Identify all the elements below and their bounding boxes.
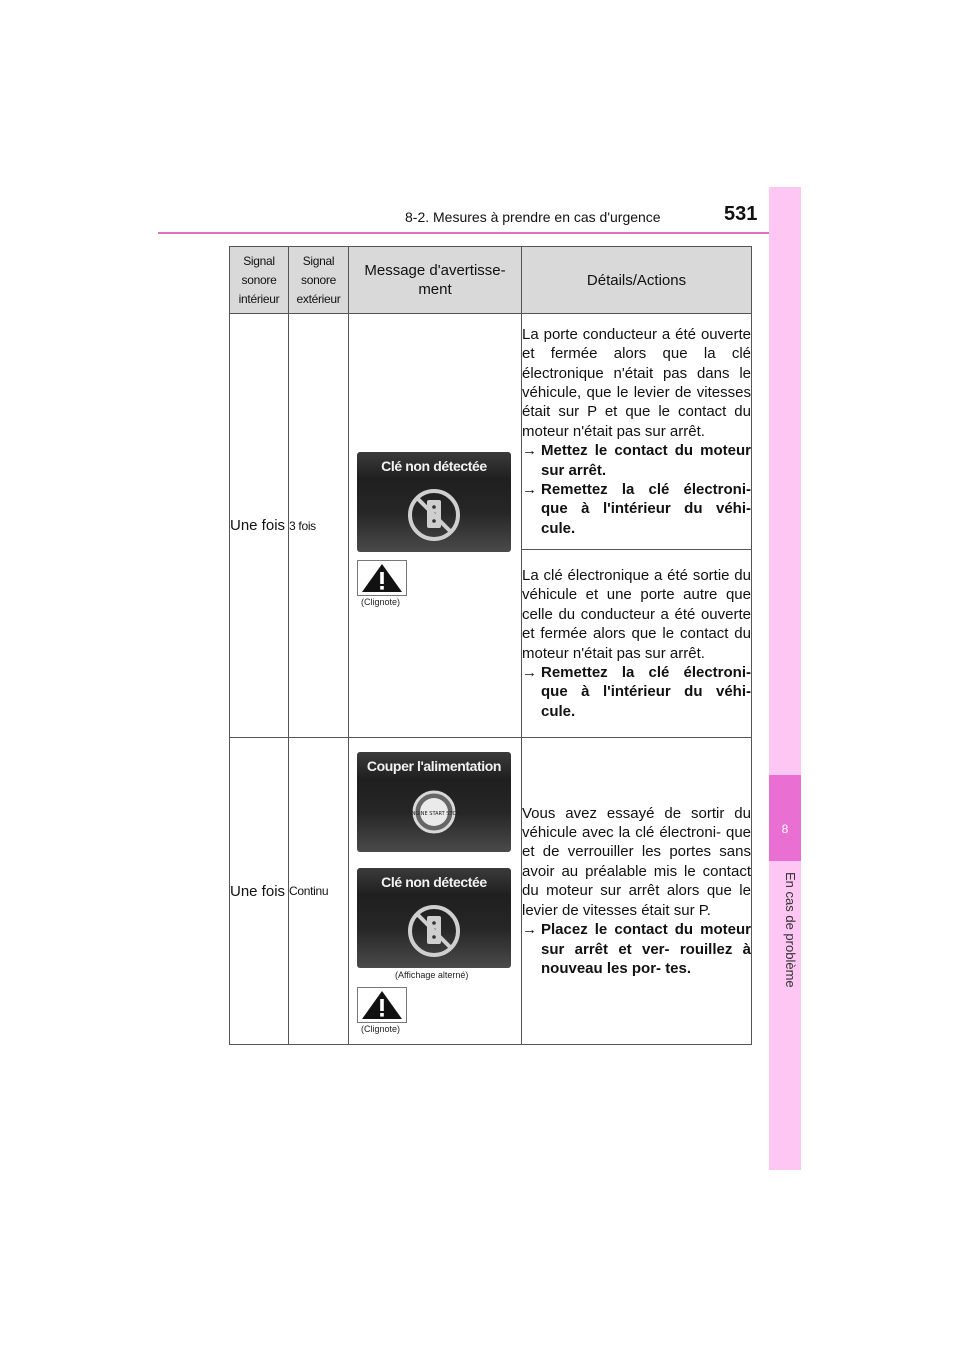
exterior-buzzer-value: 3 fois [289, 314, 349, 738]
interior-buzzer-value: Une fois [230, 314, 289, 738]
page-number: 531 [724, 203, 758, 225]
table-row [230, 314, 752, 550]
button-label: ENGINE START STOP [408, 811, 460, 817]
details-cell [522, 550, 752, 738]
arrow-icon: → [522, 921, 537, 939]
table-header-row [230, 247, 752, 314]
header-interior-buzzer: Signal sonore intérieur [230, 247, 289, 314]
details-cell [522, 314, 752, 550]
warning-light-frame [357, 987, 407, 1023]
arrow-icon: → [522, 663, 537, 681]
display-title: Clé non détectée [381, 458, 487, 474]
warning-triangle-icon [358, 561, 406, 595]
header-warning-message: Message d'avertisse- ment [349, 247, 522, 314]
warning-table [229, 246, 752, 1045]
section-title: 8-2. Mesures à prendre en cas d'urgence [405, 209, 661, 225]
engine-start-stop-button-icon [408, 790, 460, 834]
action-item [522, 663, 751, 721]
exterior-buzzer-value: Continu [289, 738, 349, 1045]
arrow-icon: → [522, 481, 537, 499]
details-text: Vous avez essayé de sortir du véhicule avec la clé électroni- que et de verrouiller les portes sans avoir au préalable mis le contact du moteur sur arrêt alors que le levier de vitesses était sur P. [522, 804, 751, 919]
header-details-actions: Détails/Actions [522, 247, 752, 314]
alternate-display-caption: (Affichage alterné) [395, 970, 469, 980]
action-item [522, 480, 751, 538]
details-text: La porte conducteur a été ouverte et fermée alors que la clé électronique n'était pas dans le véhicule, que le levier de vitesses était sur P et que le contact du moteur n'était pas sur arrêt. [522, 325, 751, 440]
display-title: Clé non détectée [381, 874, 487, 890]
warning-message-cell [349, 314, 522, 738]
warning-light-frame [357, 560, 407, 596]
action-text: Remettez la clé électroni- que à l'intérieur du véhi- cule. [541, 663, 751, 720]
flashing-caption: (Clignote) [361, 597, 401, 607]
action-text: Remettez la clé électroni- que à l'intérieur du véhi- cule. [541, 481, 751, 537]
action-item [522, 441, 751, 480]
action-item [522, 920, 751, 978]
warning-message-cell [349, 738, 522, 1045]
header-exterior-buzzer: Signal sonore extérieur [289, 247, 349, 314]
display-power-off [357, 752, 511, 852]
table-row [230, 738, 752, 1045]
chapter-title: En cas de problème [783, 872, 798, 988]
chapter-tab [769, 775, 801, 861]
chapter-number: 8 [781, 822, 789, 836]
flashing-caption: (Clignote) [361, 1024, 401, 1034]
details-cell [522, 738, 752, 1045]
key-not-detected-icon [407, 904, 461, 958]
display-title: Couper l'alimentation [366, 758, 502, 774]
side-tab [769, 187, 801, 1170]
interior-buzzer-value: Une fois [230, 738, 289, 1045]
warning-triangle-icon [358, 988, 406, 1022]
action-text: Placez le contact du moteur sur arrêt et ver- rouillez à nouveau les por- tes. [541, 921, 751, 977]
display-key-not-detected [357, 452, 511, 552]
key-not-detected-icon [407, 488, 461, 542]
action-text: Mettez le contact du moteur sur arrêt. [541, 442, 751, 479]
display-key-not-detected [357, 868, 511, 968]
arrow-icon: → [522, 442, 537, 460]
details-text: La clé électronique a été sortie du véhicule et une porte autre que celle du conducteur a été ouverte et fermée alors que le contact du moteur n'était pas sur arrêt. [522, 566, 751, 662]
header-rule [158, 232, 800, 234]
